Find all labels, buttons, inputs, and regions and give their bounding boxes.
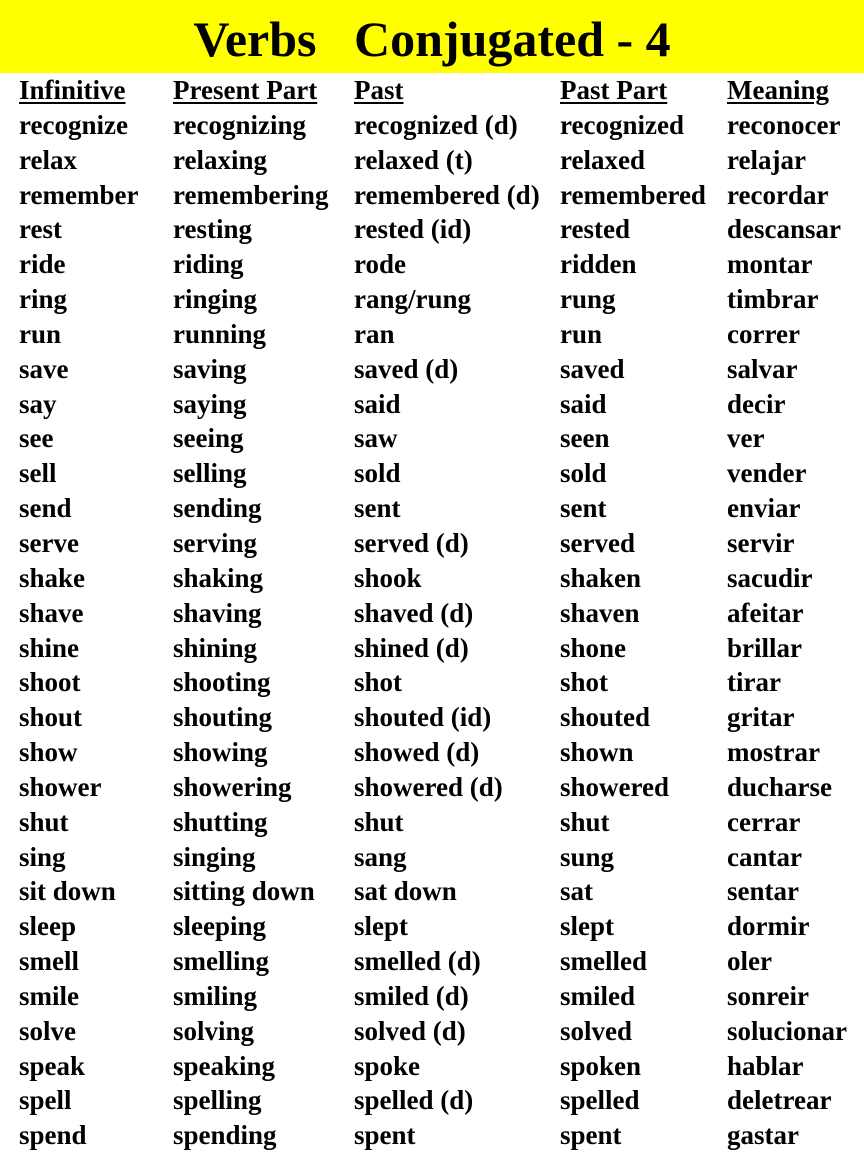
cell-present-part: speaking	[173, 1050, 276, 1081]
cell-present-part: saying	[173, 388, 247, 419]
cell-meaning: dormir	[727, 911, 810, 942]
cell-infinitive: send	[19, 493, 72, 524]
table-row	[0, 456, 864, 491]
cell-past: shook	[354, 562, 422, 593]
table-row	[0, 247, 864, 282]
cell-past-part: sold	[560, 458, 607, 489]
table-row	[0, 596, 864, 631]
cell-infinitive: relax	[19, 144, 77, 175]
cell-infinitive: spend	[19, 1120, 87, 1151]
cell-infinitive: run	[19, 318, 62, 349]
cell-meaning: oler	[727, 946, 772, 977]
cell-past: solved (d)	[354, 1015, 466, 1046]
cell-present-part: singing	[173, 841, 256, 872]
cell-past: spoke	[354, 1050, 421, 1081]
cell-infinitive: shine	[19, 632, 80, 663]
cell-present-part: solving	[173, 1015, 255, 1046]
table-row	[0, 317, 864, 352]
cell-meaning: brillar	[727, 632, 802, 663]
cell-meaning: reconocer	[727, 109, 841, 140]
cell-infinitive: sleep	[19, 911, 76, 942]
cell-past-part: showered	[560, 771, 670, 802]
cell-past-part: shot	[560, 667, 609, 698]
table-row	[0, 944, 864, 979]
cell-past-part: slept	[560, 911, 614, 942]
cell-infinitive: shower	[19, 771, 102, 802]
cell-past: showered (d)	[354, 771, 503, 802]
cell-meaning: relajar	[727, 144, 806, 175]
cell-present-part: shooting	[173, 667, 271, 698]
table-row	[0, 561, 864, 596]
cell-meaning: montar	[727, 249, 813, 280]
cell-present-part: smelling	[173, 946, 270, 977]
cell-infinitive: shake	[19, 562, 86, 593]
table-row	[0, 108, 864, 143]
cell-past-part: saved	[560, 353, 625, 384]
cell-past: shaved (d)	[354, 597, 474, 628]
table-row	[0, 979, 864, 1014]
header-past-part: Past Part	[560, 75, 668, 105]
cell-past-part: shone	[560, 632, 627, 663]
cell-past: said	[354, 388, 401, 419]
cell-meaning: tirar	[727, 667, 781, 698]
cell-past-part: sat	[560, 876, 593, 907]
cell-past: rested (id)	[354, 214, 472, 245]
cell-meaning: sentar	[727, 876, 799, 907]
cell-past: recognized (d)	[354, 109, 518, 140]
cell-infinitive: sit down	[19, 876, 116, 907]
cell-past: shot	[354, 667, 403, 698]
cell-meaning: deletrear	[727, 1085, 832, 1116]
cell-present-part: seeing	[173, 423, 244, 454]
cell-infinitive: speak	[19, 1050, 86, 1081]
cell-past-part: remembered	[560, 179, 706, 210]
cell-infinitive: see	[19, 423, 54, 454]
cell-past: served (d)	[354, 527, 469, 558]
cell-past: shut	[354, 806, 404, 837]
cell-meaning: cantar	[727, 841, 802, 872]
table-row	[0, 143, 864, 178]
cell-present-part: shaving	[173, 597, 262, 628]
cell-present-part: shining	[173, 632, 258, 663]
cell-infinitive: shout	[19, 702, 83, 733]
cell-present-part: showing	[173, 737, 268, 768]
cell-past: sold	[354, 458, 401, 489]
cell-infinitive: ring	[19, 284, 68, 315]
cell-meaning: salvar	[727, 353, 798, 384]
table-row	[0, 700, 864, 735]
cell-past: ran	[354, 318, 395, 349]
header-present-part: Present Part	[173, 75, 318, 105]
cell-present-part: remembering	[173, 179, 329, 210]
cell-past: rang/rung	[354, 284, 472, 315]
cell-past-part: smiled	[560, 980, 636, 1011]
cell-past-part: shouted	[560, 702, 651, 733]
cell-meaning: servir	[727, 527, 795, 558]
cell-past-part: spoken	[560, 1050, 642, 1081]
cell-past-part: sung	[560, 841, 615, 872]
cell-present-part: ringing	[173, 284, 258, 315]
table-row	[0, 665, 864, 700]
table-row	[0, 387, 864, 422]
cell-past-part: relaxed	[560, 144, 645, 175]
cell-past-part: solved	[560, 1015, 633, 1046]
cell-past: shouted (id)	[354, 702, 492, 733]
cell-past-part: run	[560, 318, 603, 349]
cell-meaning: ducharse	[727, 771, 833, 802]
cell-past: remembered (d)	[354, 179, 540, 210]
table-row	[0, 178, 864, 213]
cell-present-part: recognizing	[173, 109, 306, 140]
cell-present-part: riding	[173, 249, 244, 280]
cell-meaning: gritar	[727, 702, 795, 733]
cell-past-part: spelled	[560, 1085, 640, 1116]
cell-infinitive: shoot	[19, 667, 81, 698]
cell-infinitive: serve	[19, 527, 79, 558]
cell-past: shined (d)	[354, 632, 469, 663]
cell-past: sang	[354, 841, 407, 872]
cell-meaning: mostrar	[727, 737, 820, 768]
cell-present-part: spending	[173, 1120, 277, 1151]
cell-past: rode	[354, 249, 406, 280]
cell-past-part: shut	[560, 806, 610, 837]
cell-present-part: selling	[173, 458, 247, 489]
cell-infinitive: say	[19, 388, 57, 419]
cell-infinitive: shave	[19, 597, 84, 628]
table-row	[0, 840, 864, 875]
cell-present-part: shutting	[173, 806, 268, 837]
cell-infinitive: show	[19, 737, 78, 768]
cell-past-part: sent	[560, 493, 607, 524]
verb-table	[0, 73, 864, 1153]
cell-meaning: cerrar	[727, 806, 801, 837]
cell-infinitive: shut	[19, 806, 69, 837]
cell-infinitive: smell	[19, 946, 79, 977]
table-row	[0, 874, 864, 909]
cell-present-part: resting	[173, 214, 252, 245]
cell-present-part: serving	[173, 527, 257, 558]
cell-present-part: sleeping	[173, 911, 267, 942]
table-row	[0, 1014, 864, 1049]
cell-infinitive: save	[19, 353, 69, 384]
cell-meaning: timbrar	[727, 284, 819, 315]
table-row	[0, 631, 864, 666]
cell-past: slept	[354, 911, 408, 942]
table-row	[0, 1083, 864, 1118]
cell-past: smelled (d)	[354, 946, 481, 977]
cell-past-part: shaven	[560, 597, 640, 628]
cell-past-part: ridden	[560, 249, 637, 280]
cell-past-part: recognized	[560, 109, 684, 140]
cell-past-part: shaken	[560, 562, 642, 593]
table-row	[0, 212, 864, 247]
cell-present-part: relaxing	[173, 144, 267, 175]
header-past: Past	[354, 75, 404, 105]
cell-past: sat down	[354, 876, 457, 907]
cell-infinitive: remember	[19, 179, 139, 210]
cell-infinitive: spell	[19, 1085, 72, 1116]
cell-infinitive: smile	[19, 980, 79, 1011]
cell-present-part: running	[173, 318, 267, 349]
cell-infinitive: recognize	[19, 109, 128, 140]
cell-present-part: shaking	[173, 562, 264, 593]
cell-past: showed (d)	[354, 737, 480, 768]
table-row	[0, 735, 864, 770]
cell-meaning: afeitar	[727, 597, 804, 628]
cell-infinitive: sing	[19, 841, 66, 872]
table-row	[0, 1118, 864, 1153]
cell-past: spent	[354, 1120, 416, 1151]
table-row	[0, 770, 864, 805]
cell-past-part: spent	[560, 1120, 622, 1151]
header-infinitive: Infinitive	[19, 75, 126, 105]
cell-meaning: gastar	[727, 1120, 799, 1151]
table-row	[0, 1049, 864, 1084]
table-row	[0, 491, 864, 526]
table-body	[0, 108, 864, 1153]
table-row	[0, 526, 864, 561]
cell-meaning: ver	[727, 423, 765, 454]
cell-present-part: shouting	[173, 702, 273, 733]
cell-present-part: sitting down	[173, 876, 315, 907]
cell-past-part: rung	[560, 284, 616, 315]
cell-infinitive: solve	[19, 1015, 76, 1046]
table-row	[0, 282, 864, 317]
cell-present-part: sending	[173, 493, 262, 524]
cell-past: smiled (d)	[354, 980, 469, 1011]
cell-meaning: descansar	[727, 214, 841, 245]
cell-meaning: sonreir	[727, 980, 809, 1011]
cell-past: spelled (d)	[354, 1085, 474, 1116]
cell-present-part: showering	[173, 771, 292, 802]
table-row	[0, 909, 864, 944]
table-header-row	[0, 73, 864, 108]
header-meaning: Meaning	[727, 75, 830, 105]
cell-infinitive: sell	[19, 458, 57, 489]
cell-meaning: decir	[727, 388, 786, 419]
table-row	[0, 352, 864, 387]
table-row	[0, 805, 864, 840]
cell-meaning: recordar	[727, 179, 829, 210]
title-banner	[0, 0, 864, 73]
cell-past-part: shown	[560, 737, 634, 768]
cell-meaning: solucionar	[727, 1015, 848, 1046]
cell-past-part: smelled	[560, 946, 647, 977]
cell-past-part: rested	[560, 214, 630, 245]
cell-infinitive: rest	[19, 214, 62, 245]
cell-past-part: seen	[560, 423, 610, 454]
cell-past: saved (d)	[354, 353, 459, 384]
cell-meaning: enviar	[727, 493, 801, 524]
cell-meaning: sacudir	[727, 562, 813, 593]
cell-present-part: spelling	[173, 1085, 262, 1116]
cell-meaning: vender	[727, 458, 807, 489]
cell-past-part: served	[560, 527, 635, 558]
cell-meaning: hablar	[727, 1050, 804, 1081]
cell-meaning: correr	[727, 318, 800, 349]
cell-past: sent	[354, 493, 401, 524]
table-row	[0, 421, 864, 456]
cell-past-part: said	[560, 388, 607, 419]
cell-present-part: saving	[173, 353, 247, 384]
cell-past: saw	[354, 423, 398, 454]
cell-infinitive: ride	[19, 249, 66, 280]
page-title: Verbs Conjugated - 4	[193, 10, 671, 67]
cell-past: relaxed (t)	[354, 144, 473, 175]
cell-present-part: smiling	[173, 980, 258, 1011]
